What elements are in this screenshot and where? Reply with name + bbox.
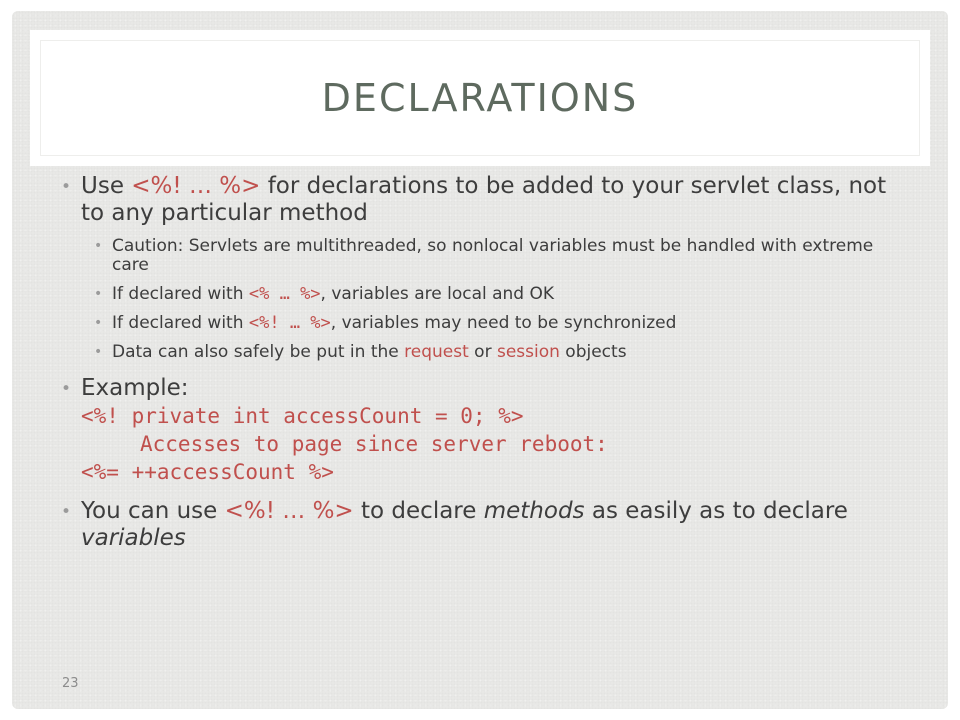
bullet-text-mid: to declare [353,498,484,524]
sub-bullet-declaration [94,314,896,333]
sub-bullet-text: Caution: Servlets are multithreaded, so nonlocal variables must be handled with extreme care [112,236,874,275]
bullet-example [61,374,896,486]
sub-bullet-text-pre: If declared with [112,284,249,304]
bullet-text-mid: as easily as to declare [584,498,848,524]
variables-emphasis: variables [81,525,186,551]
bullet-text-post: for declarations to be added to your servlet class, not to any particular method [81,173,887,226]
sub-bullet-text-post: objects [559,342,627,362]
bullet-declarations [61,173,896,227]
bullet-methods [61,498,896,552]
bullet-dot-icon: • [61,502,72,522]
title-frame [30,30,930,166]
sub-bullet-text-post: , variables may need to be synchronized [330,313,677,333]
slide-body [61,173,896,562]
bullet-dot-icon: • [94,238,103,254]
sub-bullet-data [94,343,896,362]
request-keyword: request [404,342,469,362]
example-code-line-1: <%! private int accessCount = 0; %> [81,404,524,428]
scriptlet-tag: <% … %> [248,284,321,304]
sub-bullet-caution [94,237,896,275]
sub-bullet-text-pre: Data can also safely be put in the [112,342,405,362]
session-keyword: session [496,342,560,362]
title-box [40,40,920,156]
bullet-text-pre: Use [81,173,132,199]
example-code-line-3: <%= ++accessCount %> [81,460,334,484]
sub-bullet-text-pre: If declared with [112,313,249,333]
bullet-dot-icon: • [94,315,103,331]
sub-bullet-scriptlet [94,285,896,304]
page-number: 23 [62,676,79,691]
bullet-dot-icon: • [94,286,103,302]
declaration-tag: <%! … %> [224,498,354,524]
sub-bullet-text-post: , variables are local and OK [320,284,555,304]
example-label: Example: [81,375,189,401]
sub-bullet-text-mid: or [468,342,497,362]
methods-emphasis: methods [483,498,585,524]
example-code-line-2: Accesses to page since server reboot: [140,432,608,456]
declaration-tag: <%! … %> [131,173,261,199]
bullet-dot-icon: • [94,344,103,360]
bullet-dot-icon: • [61,177,72,197]
bullet-text-pre: You can use [81,498,225,524]
declaration-tag: <%! … %> [248,313,331,333]
bullet-dot-icon: • [61,379,72,399]
slide-title: DECLARATIONS [321,76,639,120]
